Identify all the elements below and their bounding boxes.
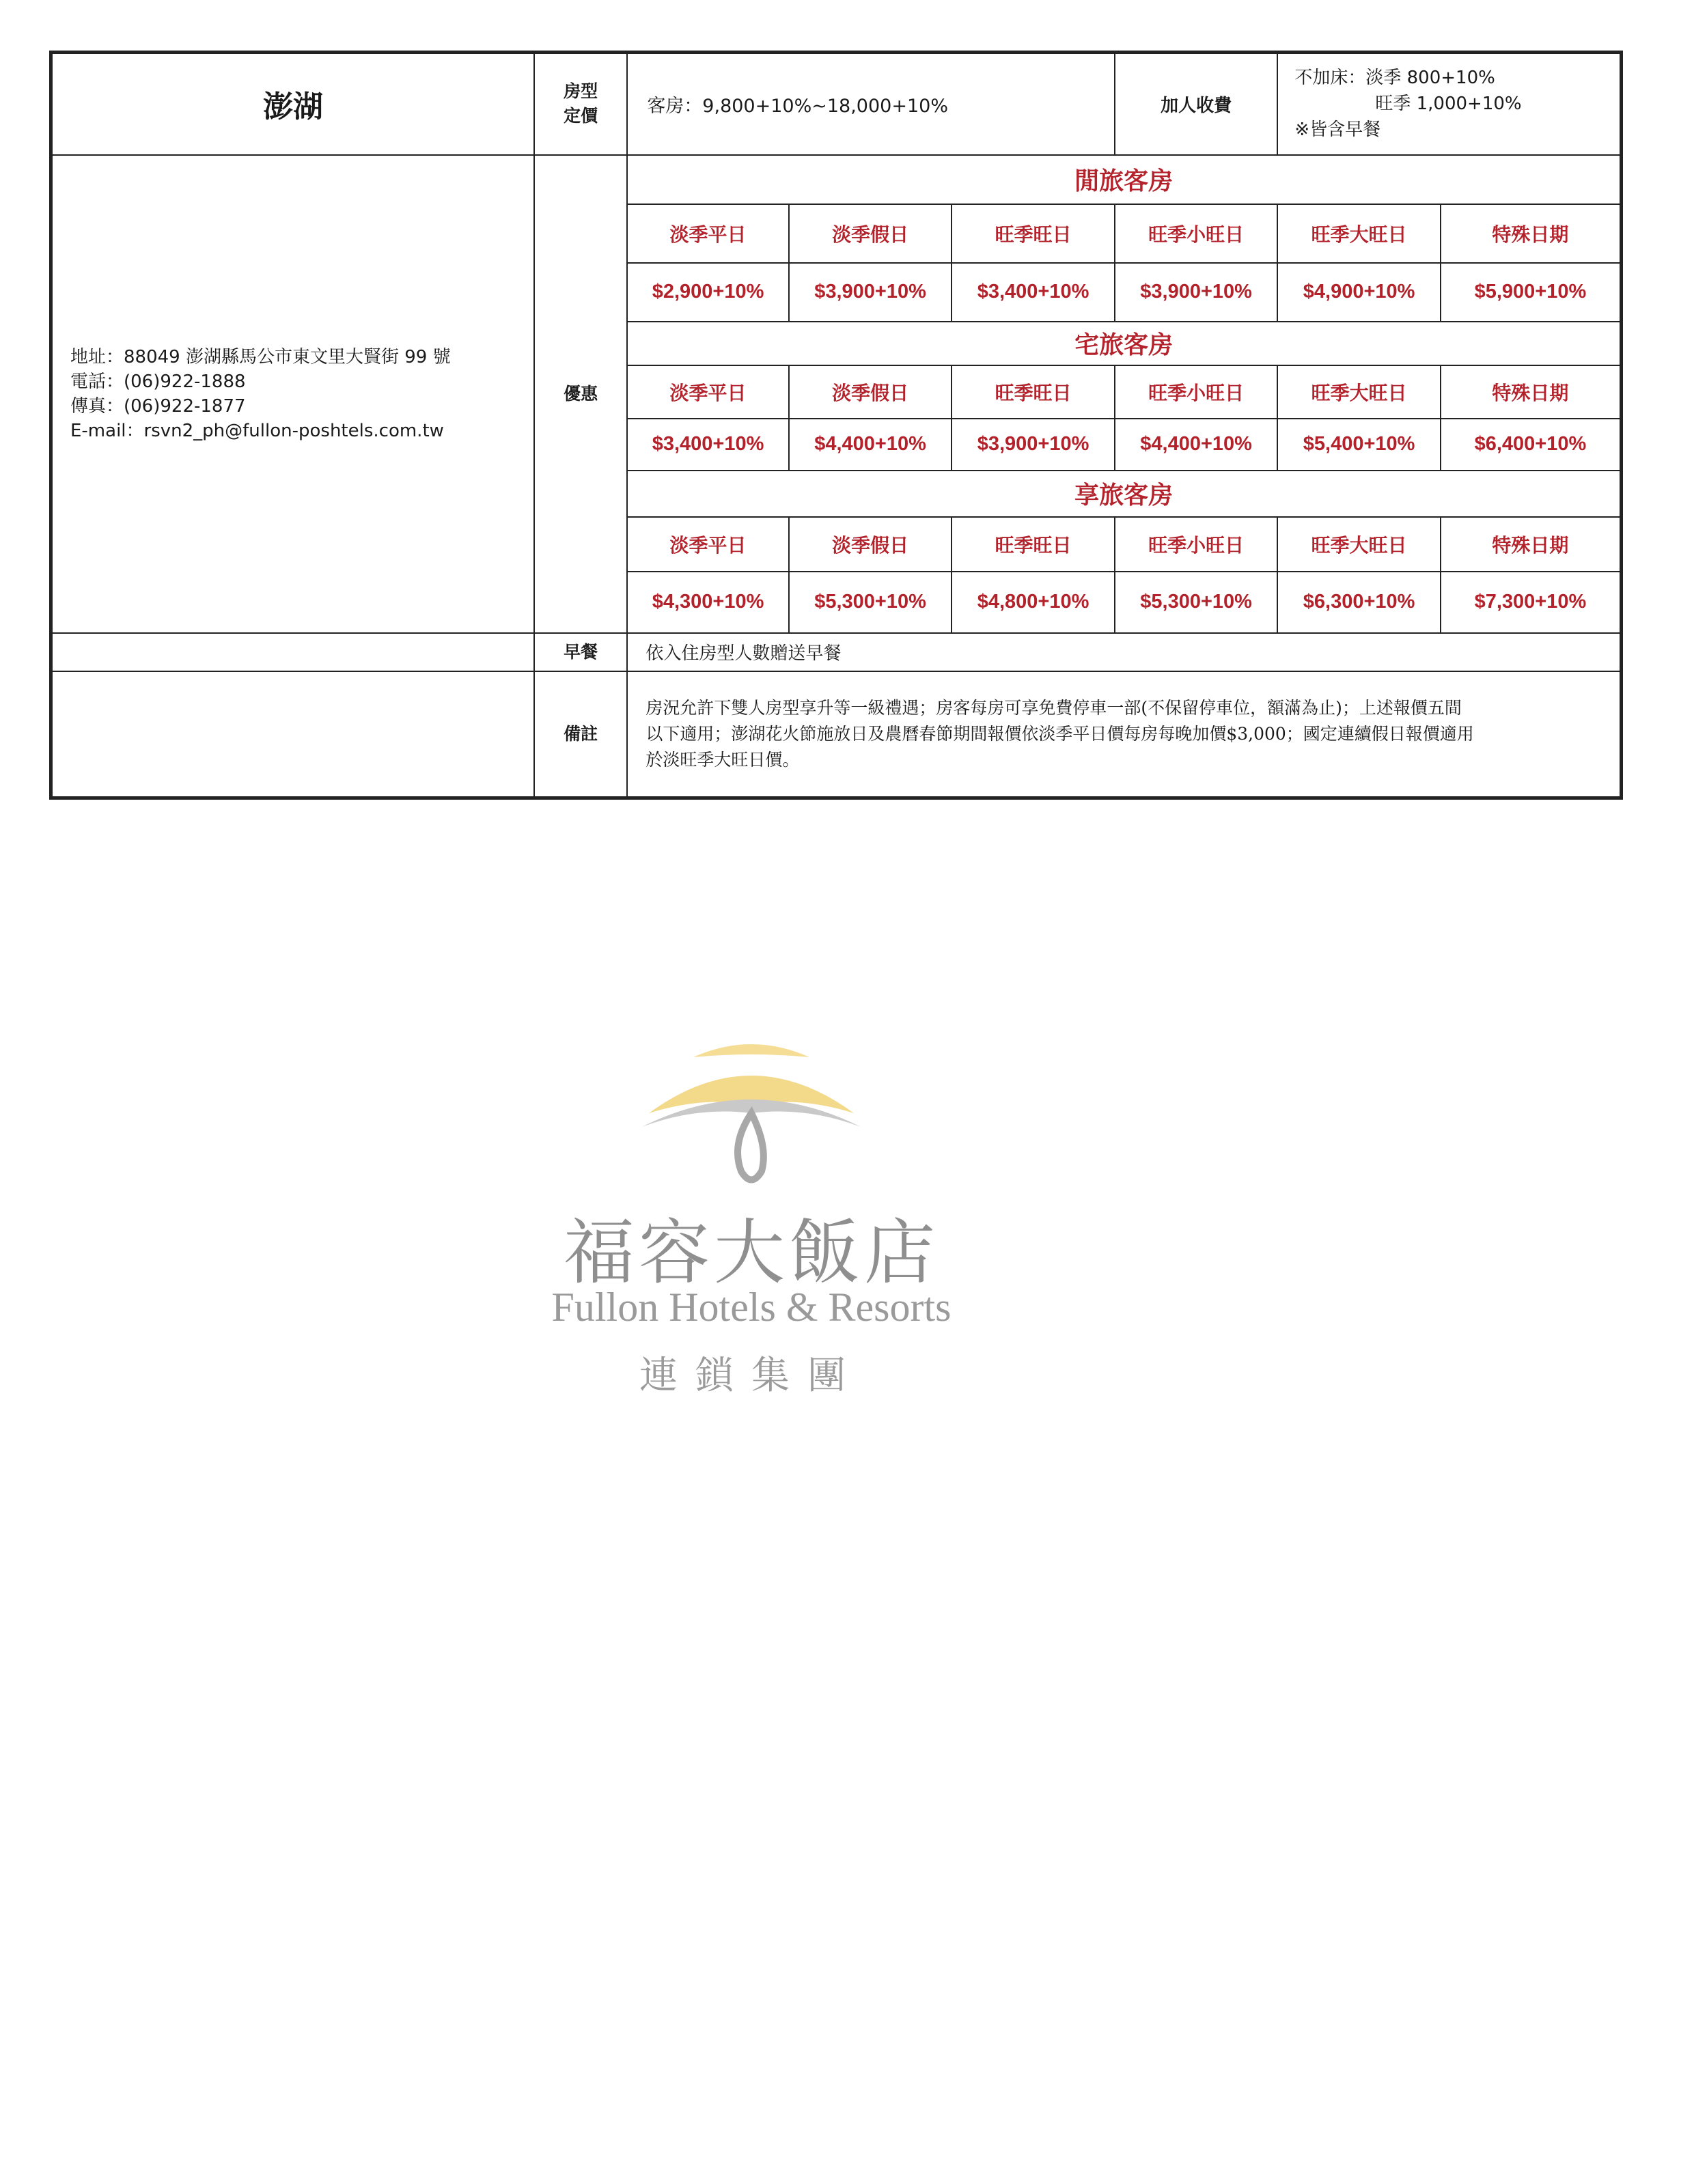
logo-name-cn: 福容大飯店 bbox=[563, 1211, 939, 1294]
address: 地址：88049 澎湖縣馬公市東文里大賢街 99 號 bbox=[70, 346, 451, 367]
umbrella-leaf-icon bbox=[628, 1024, 874, 1188]
season-header: 淡季假日 bbox=[789, 365, 952, 419]
season-header: 旺季旺日 bbox=[952, 204, 1115, 263]
breakfast-value: 依入住房型人數贈送早餐 bbox=[627, 633, 1621, 671]
phone: 電話：(06)922-1888 bbox=[70, 371, 246, 392]
rate-cell: $6,400+10% bbox=[1441, 419, 1622, 471]
discount-label: 優惠 bbox=[534, 155, 627, 633]
list-price-label-text: 房型定價 bbox=[564, 81, 598, 126]
contact-filler bbox=[51, 671, 535, 798]
season-header: 旺季大旺日 bbox=[1277, 517, 1441, 572]
room-type-title: 享旅客房 bbox=[627, 471, 1621, 517]
rate-cell: $4,400+10% bbox=[789, 419, 952, 471]
rate-cell: $4,300+10% bbox=[627, 572, 789, 633]
rate-cell: $4,800+10% bbox=[952, 572, 1115, 633]
rate-cell: $5,900+10% bbox=[1441, 263, 1622, 322]
rate-cell: $3,900+10% bbox=[1115, 263, 1278, 322]
rate-cell: $7,300+10% bbox=[1441, 572, 1622, 633]
rate-cell: $5,300+10% bbox=[789, 572, 952, 633]
remarks-line: 房況允許下雙人房型享升等一級禮遇；房客每房可享免費停車一部(不保留停車位，額滿為止)；上述報價五間 bbox=[645, 697, 1462, 718]
list-price-label bbox=[534, 53, 627, 155]
fax: 傳真：(06)922-1877 bbox=[70, 395, 246, 417]
season-header: 淡季假日 bbox=[789, 204, 952, 263]
extra-charge-label: 加人收費 bbox=[1115, 53, 1278, 155]
remarks-label: 備註 bbox=[534, 671, 627, 798]
email: E-mail：rsvn2_ph@fullon-poshtels.com.tw bbox=[70, 420, 444, 441]
season-header: 旺季旺日 bbox=[952, 365, 1115, 419]
extra-charge-offpeak: 不加床：淡季 800+10% bbox=[1294, 68, 1495, 89]
room-type-title: 宅旅客房 bbox=[627, 322, 1621, 365]
rate-cell: $3,900+10% bbox=[952, 419, 1115, 471]
list-price-value: 客房：9,800+10%~18,000+10% bbox=[627, 53, 1115, 155]
rate-cell: $3,900+10% bbox=[789, 263, 952, 322]
rate-cell: $3,400+10% bbox=[627, 419, 789, 471]
rate-cell: $4,900+10% bbox=[1277, 263, 1441, 322]
season-header: 淡季平日 bbox=[627, 517, 789, 572]
season-header: 旺季小旺日 bbox=[1115, 204, 1278, 263]
season-header: 特殊日期 bbox=[1441, 204, 1622, 263]
season-header: 淡季假日 bbox=[789, 517, 952, 572]
rate-cell: $2,900+10% bbox=[627, 263, 789, 322]
region-title: 澎湖 bbox=[51, 53, 535, 155]
extra-charge-breakfast-note: ※皆含早餐 bbox=[1294, 120, 1381, 141]
remarks-line: 於淡旺季大旺日價。 bbox=[645, 749, 800, 770]
rate-cell: $5,300+10% bbox=[1115, 572, 1278, 633]
season-header: 淡季平日 bbox=[627, 365, 789, 419]
rate-cell: $6,300+10% bbox=[1277, 572, 1441, 633]
contact-info bbox=[51, 155, 535, 633]
rate-table bbox=[49, 51, 1623, 800]
logo-group-text: 連鎖集團 bbox=[639, 1354, 863, 1398]
season-header: 淡季平日 bbox=[627, 204, 789, 263]
contact-filler bbox=[51, 633, 535, 671]
season-header: 旺季大旺日 bbox=[1277, 204, 1441, 263]
rate-cell: $3,400+10% bbox=[952, 263, 1115, 322]
season-header: 旺季大旺日 bbox=[1277, 365, 1441, 419]
rate-cell: $4,400+10% bbox=[1115, 419, 1278, 471]
season-header: 特殊日期 bbox=[1441, 517, 1622, 572]
extra-charge-info bbox=[1277, 53, 1621, 155]
season-header: 旺季小旺日 bbox=[1115, 517, 1278, 572]
room-type-title: 閒旅客房 bbox=[627, 155, 1621, 204]
breakfast-label: 早餐 bbox=[534, 633, 627, 671]
extra-charge-peak: 旺季 1,000+10% bbox=[1375, 94, 1522, 115]
season-header: 旺季旺日 bbox=[952, 517, 1115, 572]
season-header: 特殊日期 bbox=[1441, 365, 1622, 419]
logo-name-en: Fullon Hotels & Resorts bbox=[551, 1285, 952, 1330]
remarks-line: 以下適用；澎湖花火節施放日及農曆春節期間報價依淡季平日價每房每晚加價$3,000；國定連續假日報價適用 bbox=[645, 723, 1474, 744]
rate-cell: $5,400+10% bbox=[1277, 419, 1441, 471]
hotel-logo bbox=[505, 1024, 997, 1407]
remarks-text bbox=[627, 671, 1621, 798]
season-header: 旺季小旺日 bbox=[1115, 365, 1278, 419]
